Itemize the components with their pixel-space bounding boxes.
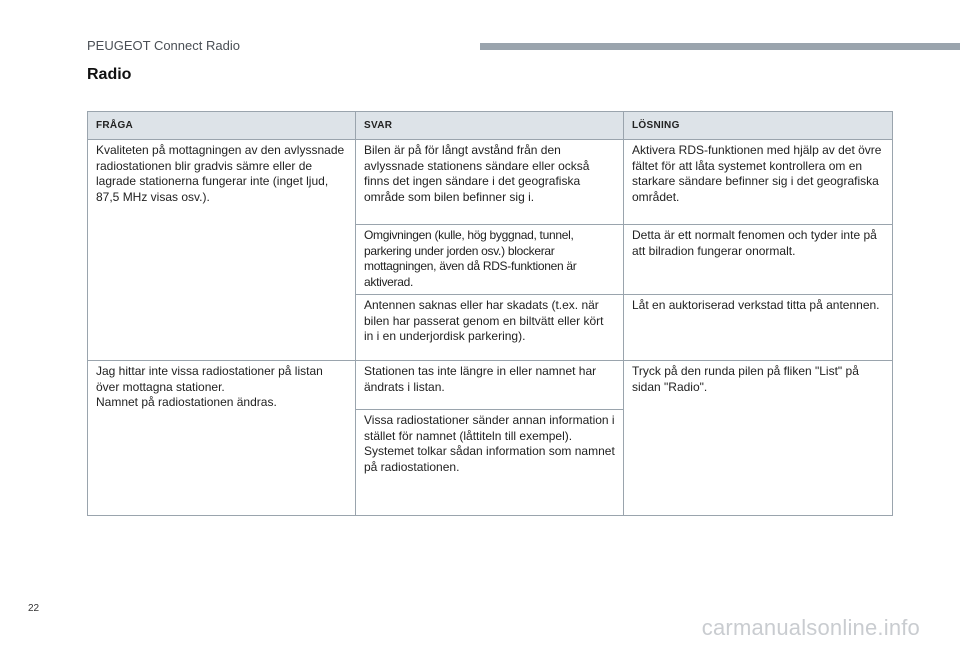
column-header-solution: LÖSNING [624,112,893,140]
table-row [88,361,893,410]
solution-cell: Aktivera RDS-funktionen med hjälp av det övre fältet för att låta systemet kontrollera om en starkare sändare befinner sig i det geografiska området. [624,140,893,225]
question-cell: Jag hittar inte vissa radiostationer på listan över mottagna stationer. Namnet på radiostationen ändras. [88,361,356,516]
section-title: Radio [87,66,132,83]
question-cell: Kvaliteten på mottagningen av den avlyssnade radiostationen blir gradvis sämre eller de lagrade stationerna fungerar inte (inget ljud, 87,5 MHz visas osv.). [88,140,356,361]
table-header-row [88,112,893,140]
answer-cell: Antennen saknas eller har skadats (t.ex. när bilen har passerat genom en biltvätt eller kört in i en underjordisk parkering). [356,295,624,361]
page-number: 22 [28,603,40,614]
solution-cell: Tryck på den runda pilen på fliken "List" på sidan "Radio". [624,361,893,516]
answer-cell: Vissa radiostationer sänder annan information i stället för namnet (låttiteln till exempel). Systemet tolkar sådan information som namnet på radiostationen. [356,410,624,516]
watermark: carmanualsonline.info [701,615,920,640]
answer-cell: Omgivningen (kulle, hög byggnad, tunnel, parkering under jorden osv.) blockerar mottagningen, även då RDS-funktionen är aktiverad. [356,225,624,295]
answer-cell: Bilen är på för långt avstånd från den avlyssnade stationens sändare eller också finns det ingen sändare i det geografiska område som bilen befinner sig i. [356,140,624,225]
table-row [88,140,893,225]
header-bar [480,43,960,50]
troubleshooting-table [87,111,893,516]
column-header-question: FRÅGA [88,112,356,140]
answer-cell: Stationen tas inte längre in eller namnet har ändrats i listan. [356,361,624,410]
column-header-answer: SVAR [356,112,624,140]
solution-cell: Låt en auktoriserad verkstad titta på antennen. [624,295,893,361]
solution-cell: Detta är ett normalt fenomen och tyder inte på att bilradion fungerar onormalt. [624,225,893,295]
manual-header-title: PEUGEOT Connect Radio [87,38,240,53]
